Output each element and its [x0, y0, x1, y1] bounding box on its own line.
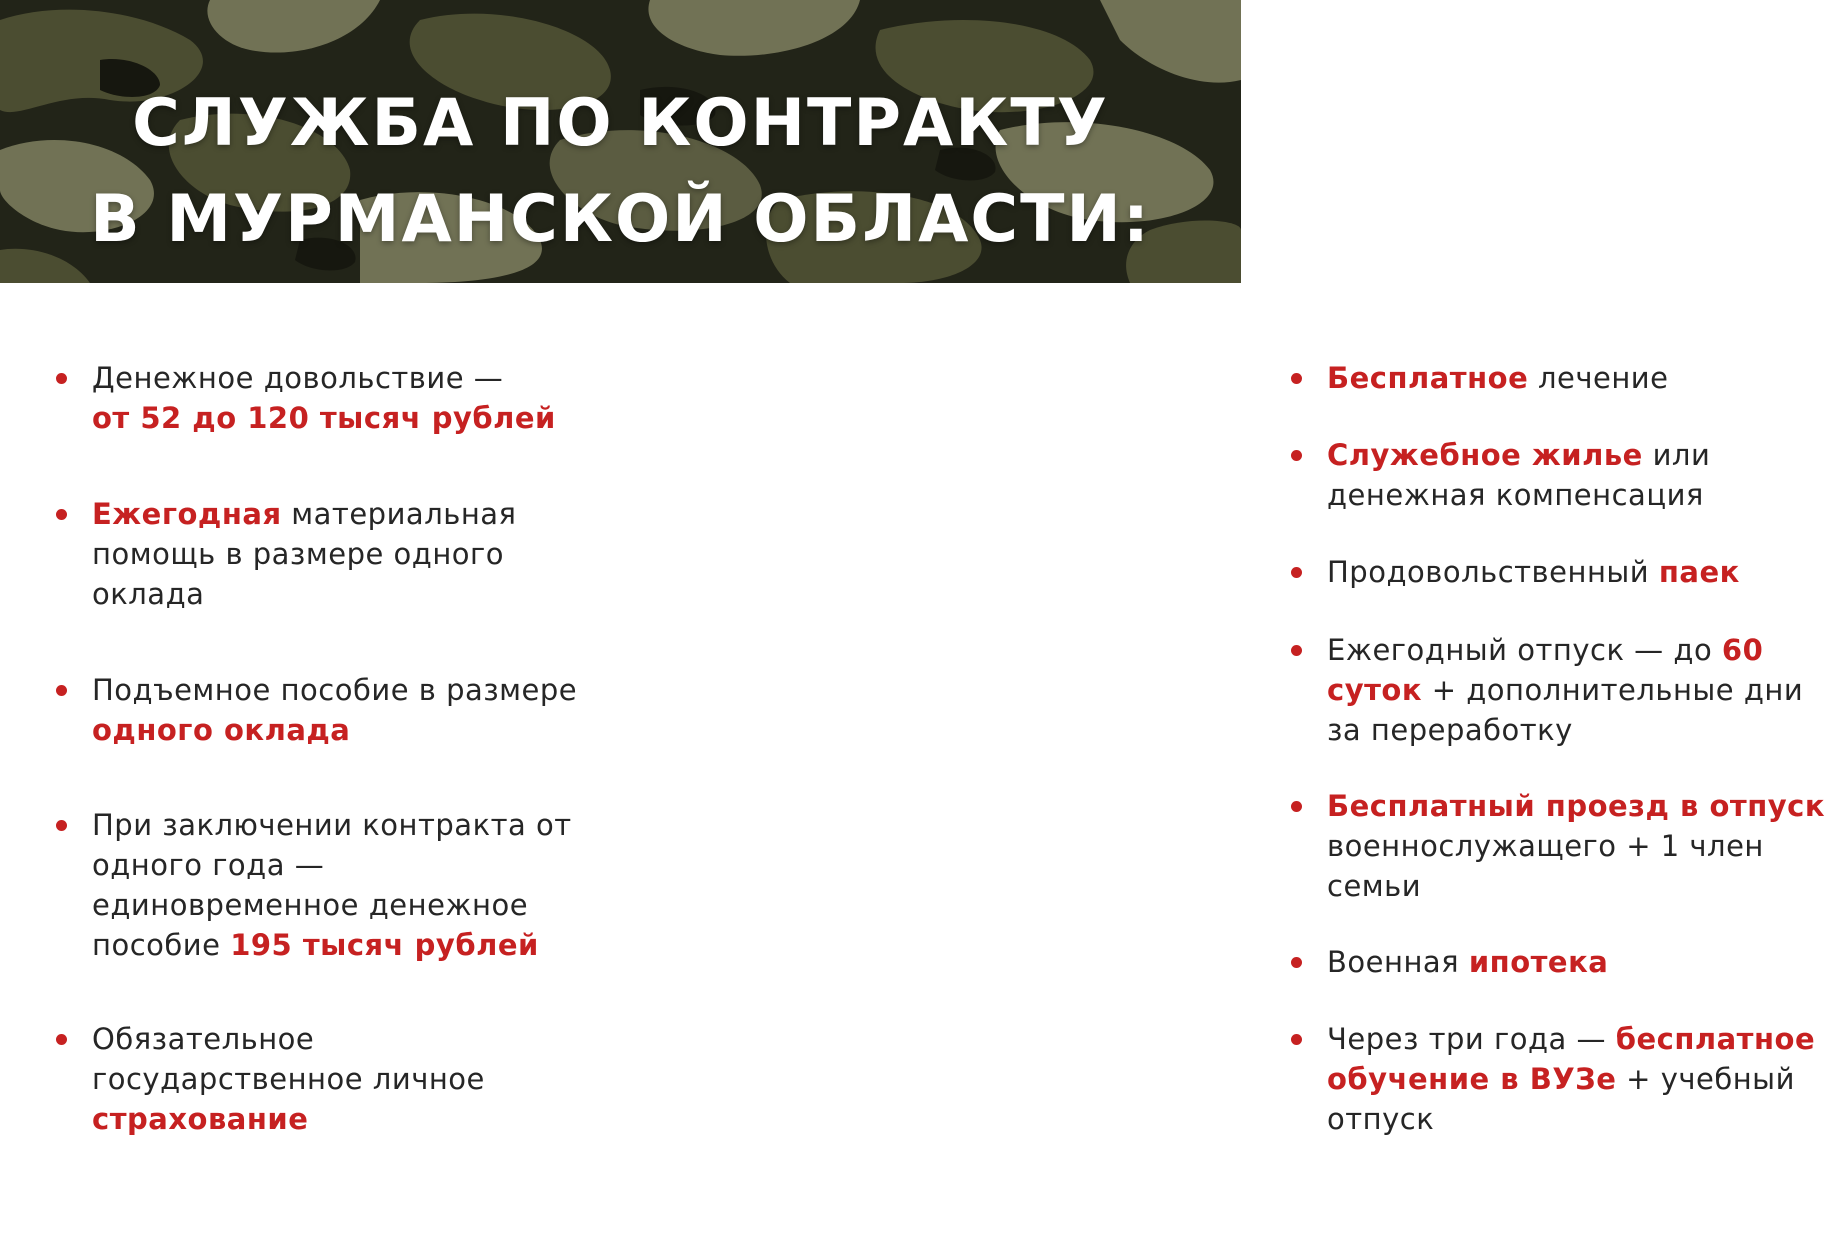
item-text: Военная	[1327, 945, 1469, 979]
bullet-dot	[56, 509, 67, 520]
item-text: материальная помощь в размере одного оклада	[92, 497, 517, 611]
bullet-dot	[1291, 373, 1302, 384]
item-text: + дополнительные дни за переработку	[1327, 673, 1804, 747]
list-item-free-medical	[1327, 358, 1827, 398]
item-text: При заключении контракта от одного года — единовременное денежное пособие	[92, 808, 572, 962]
bullet-dot	[56, 685, 67, 696]
item-highlight: Бесплатный проезд в отпуск	[1327, 789, 1826, 823]
item-text: Продовольственный	[1327, 555, 1659, 589]
item-highlight: от 52 до 120 тысяч рублей	[92, 401, 556, 435]
item-highlight: бесплатное обучение в ВУЗе	[1327, 1022, 1816, 1096]
bullet-dot	[56, 820, 67, 831]
item-highlight: паек	[1658, 555, 1740, 589]
title-line-2: В МУРМАНСКОЙ ОБЛАСТИ:	[90, 182, 1151, 257]
list-item-mortgage	[1327, 942, 1827, 982]
item-highlight: ипотека	[1468, 945, 1609, 979]
list-item-education	[1327, 1019, 1827, 1139]
camo-header	[0, 0, 1241, 283]
item-text: Ежегодный отпуск — до	[1327, 633, 1722, 667]
item-text: + учебный отпуск	[1327, 1062, 1795, 1136]
list-item-one-time-payment	[92, 805, 592, 965]
item-text: или денежная компенсация	[1327, 438, 1711, 512]
bullet-dot	[56, 373, 67, 384]
item-highlight: Бесплатное	[1327, 361, 1529, 395]
bullet-dot	[1291, 645, 1302, 656]
list-item-annual-leave	[1327, 630, 1827, 750]
item-text: Обязательное государственное личное	[92, 1022, 485, 1096]
item-highlight: 60 суток	[1327, 633, 1764, 707]
item-text: Подъемное пособие в размере	[92, 673, 578, 707]
page-title	[0, 76, 1241, 268]
item-text: Денежное довольствие —	[92, 361, 504, 395]
item-highlight: Служебное жилье	[1327, 438, 1643, 472]
bullet-dot	[1291, 567, 1302, 578]
bullet-dot	[1291, 450, 1302, 461]
list-item-annual-aid	[92, 494, 592, 614]
bullet-dot	[1291, 801, 1302, 812]
item-highlight: страхование	[92, 1102, 309, 1136]
bullet-dot	[1291, 957, 1302, 968]
list-item-insurance	[92, 1019, 592, 1139]
item-text: военнослужащего + 1 член семьи	[1327, 829, 1764, 903]
list-item-salary	[92, 358, 592, 438]
bullet-dot	[1291, 1034, 1302, 1045]
list-item-lifting-allowance	[92, 670, 592, 750]
item-text: Через три года —	[1327, 1022, 1616, 1056]
item-highlight: одного оклада	[92, 713, 351, 747]
list-item-housing	[1327, 435, 1827, 515]
item-text: лечение	[1528, 361, 1669, 395]
bullet-dot	[56, 1034, 67, 1045]
title-line-1: СЛУЖБА ПО КОНТРАКТУ	[132, 86, 1109, 161]
item-highlight: Ежегодная	[92, 497, 282, 531]
list-item-free-travel	[1327, 786, 1827, 906]
item-highlight: 195 тысяч рублей	[230, 928, 539, 962]
list-item-rations	[1327, 552, 1827, 592]
